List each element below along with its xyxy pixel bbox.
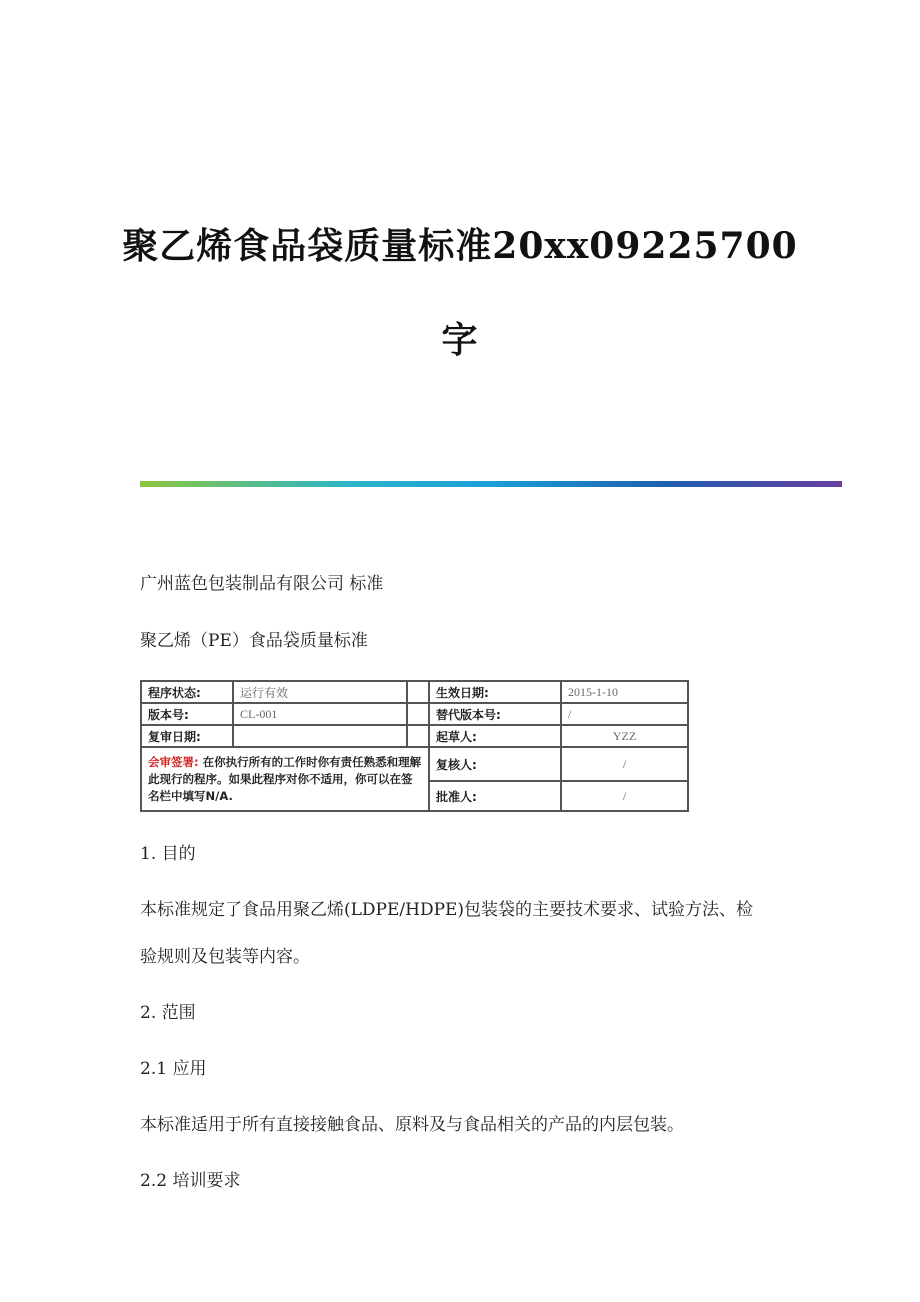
effective-date-value: 2015-1-10 bbox=[561, 681, 688, 703]
effective-date-label: 生效日期: bbox=[429, 681, 561, 703]
section-heading-purpose: 1. 目的 bbox=[140, 844, 196, 864]
status-label: 程序状态: bbox=[141, 681, 233, 703]
paragraph-purpose-line2: 验规则及包装等内容。 bbox=[140, 947, 310, 967]
version-label: 版本号: bbox=[141, 703, 233, 725]
document-title-line2: 字 bbox=[441, 319, 479, 361]
spacer-cell bbox=[407, 703, 429, 725]
document-title-line1: 聚乙烯食品袋质量标准20xx09225700 bbox=[122, 225, 798, 267]
gradient-divider bbox=[140, 481, 842, 487]
subsection-heading-application: 2.1 应用 bbox=[140, 1059, 207, 1079]
table-row bbox=[141, 703, 688, 725]
company-line: 广州蓝色包装制品有限公司 标准 bbox=[140, 574, 384, 594]
paragraph-purpose-line1: 本标准规定了食品用聚乙烯(LDPE/HDPE)包装袋的主要技术要求、试验方法、检 bbox=[140, 900, 754, 920]
approver-value: / bbox=[561, 781, 688, 811]
table-row bbox=[141, 681, 688, 703]
table-row bbox=[141, 725, 688, 747]
document-control-table bbox=[140, 680, 689, 812]
countersign-text: 在你执行所有的工作时你有责任熟悉和理解此现行的程序。如果此程序对你不适用，你可以在签名栏中填写N/A. bbox=[148, 754, 422, 803]
subsection-heading-training: 2.2 培训要求 bbox=[140, 1171, 241, 1191]
replace-version-value: / bbox=[561, 703, 688, 725]
version-value: CL-001 bbox=[233, 703, 407, 725]
status-value: 运行有效 bbox=[233, 681, 407, 703]
table-row bbox=[141, 747, 688, 781]
approver-label: 批准人: bbox=[429, 781, 561, 811]
drafter-value: YZZ bbox=[561, 725, 688, 747]
countersign-label: 会审签署: bbox=[148, 754, 199, 769]
document-subtitle: 聚乙烯（PE）食品袋质量标准 bbox=[140, 631, 368, 651]
checker-value: / bbox=[561, 747, 688, 781]
paragraph-application: 本标准适用于所有直接接触食品、原料及与食品相关的产品的内层包装。 bbox=[140, 1115, 684, 1135]
countersign-note bbox=[141, 747, 429, 811]
review-date-value bbox=[233, 725, 407, 747]
review-date-label: 复审日期: bbox=[141, 725, 233, 747]
checker-label: 复核人: bbox=[429, 747, 561, 781]
drafter-label: 起草人: bbox=[429, 725, 561, 747]
section-heading-scope: 2. 范围 bbox=[140, 1003, 196, 1023]
spacer-cell bbox=[407, 681, 429, 703]
replace-version-label: 替代版本号: bbox=[429, 703, 561, 725]
spacer-cell bbox=[407, 725, 429, 747]
